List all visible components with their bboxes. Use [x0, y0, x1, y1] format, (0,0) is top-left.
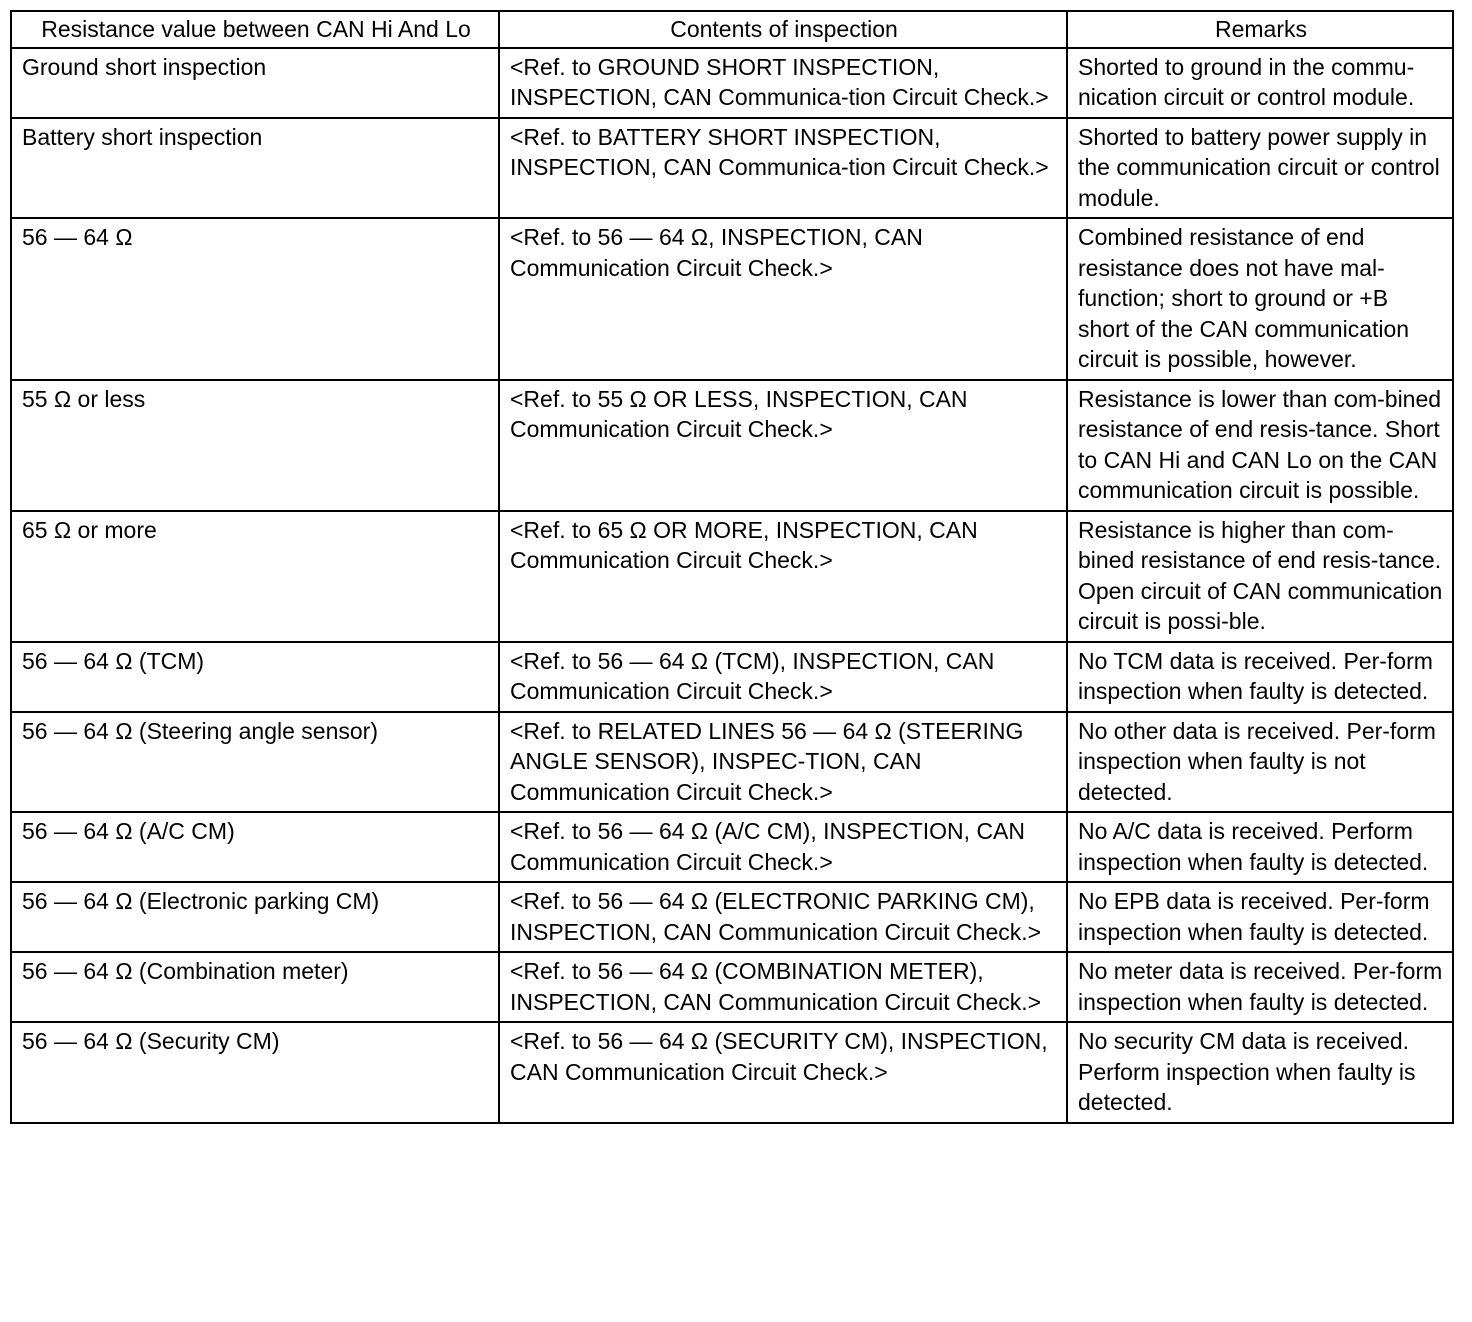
- remarks-cell: Resistance is higher than com-bined resistance of end resis-tance. Open circuit of CAN communication circuit is possi-ble.: [1067, 511, 1453, 642]
- table-row: [11, 812, 1453, 882]
- table-row: [11, 380, 1453, 511]
- contents-cell: <Ref. to 55 Ω OR LESS, INSPECTION, CAN Communication Circuit Check.>: [499, 380, 1067, 511]
- resistance-cell: Ground short inspection: [11, 48, 499, 118]
- remarks-cell: No A/C data is received. Perform inspection when faulty is detected.: [1067, 812, 1453, 882]
- remarks-cell: No EPB data is received. Per-form inspection when faulty is detected.: [1067, 882, 1453, 952]
- resistance-cell: 56 — 64 Ω (Security CM): [11, 1022, 499, 1123]
- remarks-cell: Resistance is lower than com-bined resistance of end resis-tance. Short to CAN Hi and CAN Lo on the CAN communication circuit is possible.: [1067, 380, 1453, 511]
- contents-cell: <Ref. to RELATED LINES 56 — 64 Ω (STEERING ANGLE SENSOR), INSPEC-TION, CAN Communication Circuit Check.>: [499, 712, 1067, 813]
- remarks-cell: Shorted to ground in the commu-nication circuit or control module.: [1067, 48, 1453, 118]
- contents-cell: <Ref. to 56 — 64 Ω (SECURITY CM), INSPECTION, CAN Communication Circuit Check.>: [499, 1022, 1067, 1123]
- contents-cell: <Ref. to 56 — 64 Ω (ELECTRONIC PARKING CM), INSPECTION, CAN Communication Circuit Check.>: [499, 882, 1067, 952]
- table-row: [11, 1022, 1453, 1123]
- header-contents: Contents of inspection: [499, 11, 1067, 48]
- table-row: [11, 48, 1453, 118]
- resistance-cell: 65 Ω or more: [11, 511, 499, 642]
- contents-cell: <Ref. to 56 — 64 Ω (COMBINATION METER), INSPECTION, CAN Communication Circuit Check.>: [499, 952, 1067, 1022]
- table-row: [11, 218, 1453, 380]
- contents-cell: <Ref. to BATTERY SHORT INSPECTION, INSPECTION, CAN Communica-tion Circuit Check.>: [499, 118, 1067, 219]
- resistance-cell: 56 — 64 Ω (Electronic parking CM): [11, 882, 499, 952]
- table-row: [11, 642, 1453, 712]
- remarks-cell: Combined resistance of end resistance does not have mal-function; short to ground or +B short of the CAN communication circuit is possible, however.: [1067, 218, 1453, 380]
- table-row: [11, 712, 1453, 813]
- contents-cell: <Ref. to 56 — 64 Ω (A/C CM), INSPECTION, CAN Communication Circuit Check.>: [499, 812, 1067, 882]
- resistance-cell: 56 — 64 Ω (Combination meter): [11, 952, 499, 1022]
- header-row: [11, 11, 1453, 48]
- contents-cell: <Ref. to GROUND SHORT INSPECTION, INSPECTION, CAN Communica-tion Circuit Check.>: [499, 48, 1067, 118]
- resistance-cell: 56 — 64 Ω (Steering angle sensor): [11, 712, 499, 813]
- table-row: [11, 118, 1453, 219]
- header-resistance: Resistance value between CAN Hi And Lo: [11, 11, 499, 48]
- remarks-cell: No other data is received. Per-form inspection when faulty is not detected.: [1067, 712, 1453, 813]
- remarks-cell: Shorted to battery power supply in the communication circuit or control module.: [1067, 118, 1453, 219]
- resistance-cell: 56 — 64 Ω (A/C CM): [11, 812, 499, 882]
- table-row: [11, 952, 1453, 1022]
- header-remarks: Remarks: [1067, 11, 1453, 48]
- inspection-table: [10, 10, 1454, 1124]
- resistance-cell: 56 — 64 Ω (TCM): [11, 642, 499, 712]
- contents-cell: <Ref. to 56 — 64 Ω (TCM), INSPECTION, CAN Communication Circuit Check.>: [499, 642, 1067, 712]
- remarks-cell: No TCM data is received. Per-form inspection when faulty is detected.: [1067, 642, 1453, 712]
- table-row: [11, 882, 1453, 952]
- resistance-cell: 55 Ω or less: [11, 380, 499, 511]
- contents-cell: <Ref. to 56 — 64 Ω, INSPECTION, CAN Communication Circuit Check.>: [499, 218, 1067, 380]
- remarks-cell: No meter data is received. Per-form inspection when faulty is detected.: [1067, 952, 1453, 1022]
- remarks-cell: No security CM data is received. Perform inspection when faulty is detected.: [1067, 1022, 1453, 1123]
- resistance-cell: 56 — 64 Ω: [11, 218, 499, 380]
- resistance-cell: Battery short inspection: [11, 118, 499, 219]
- table-row: [11, 511, 1453, 642]
- contents-cell: <Ref. to 65 Ω OR MORE, INSPECTION, CAN Communication Circuit Check.>: [499, 511, 1067, 642]
